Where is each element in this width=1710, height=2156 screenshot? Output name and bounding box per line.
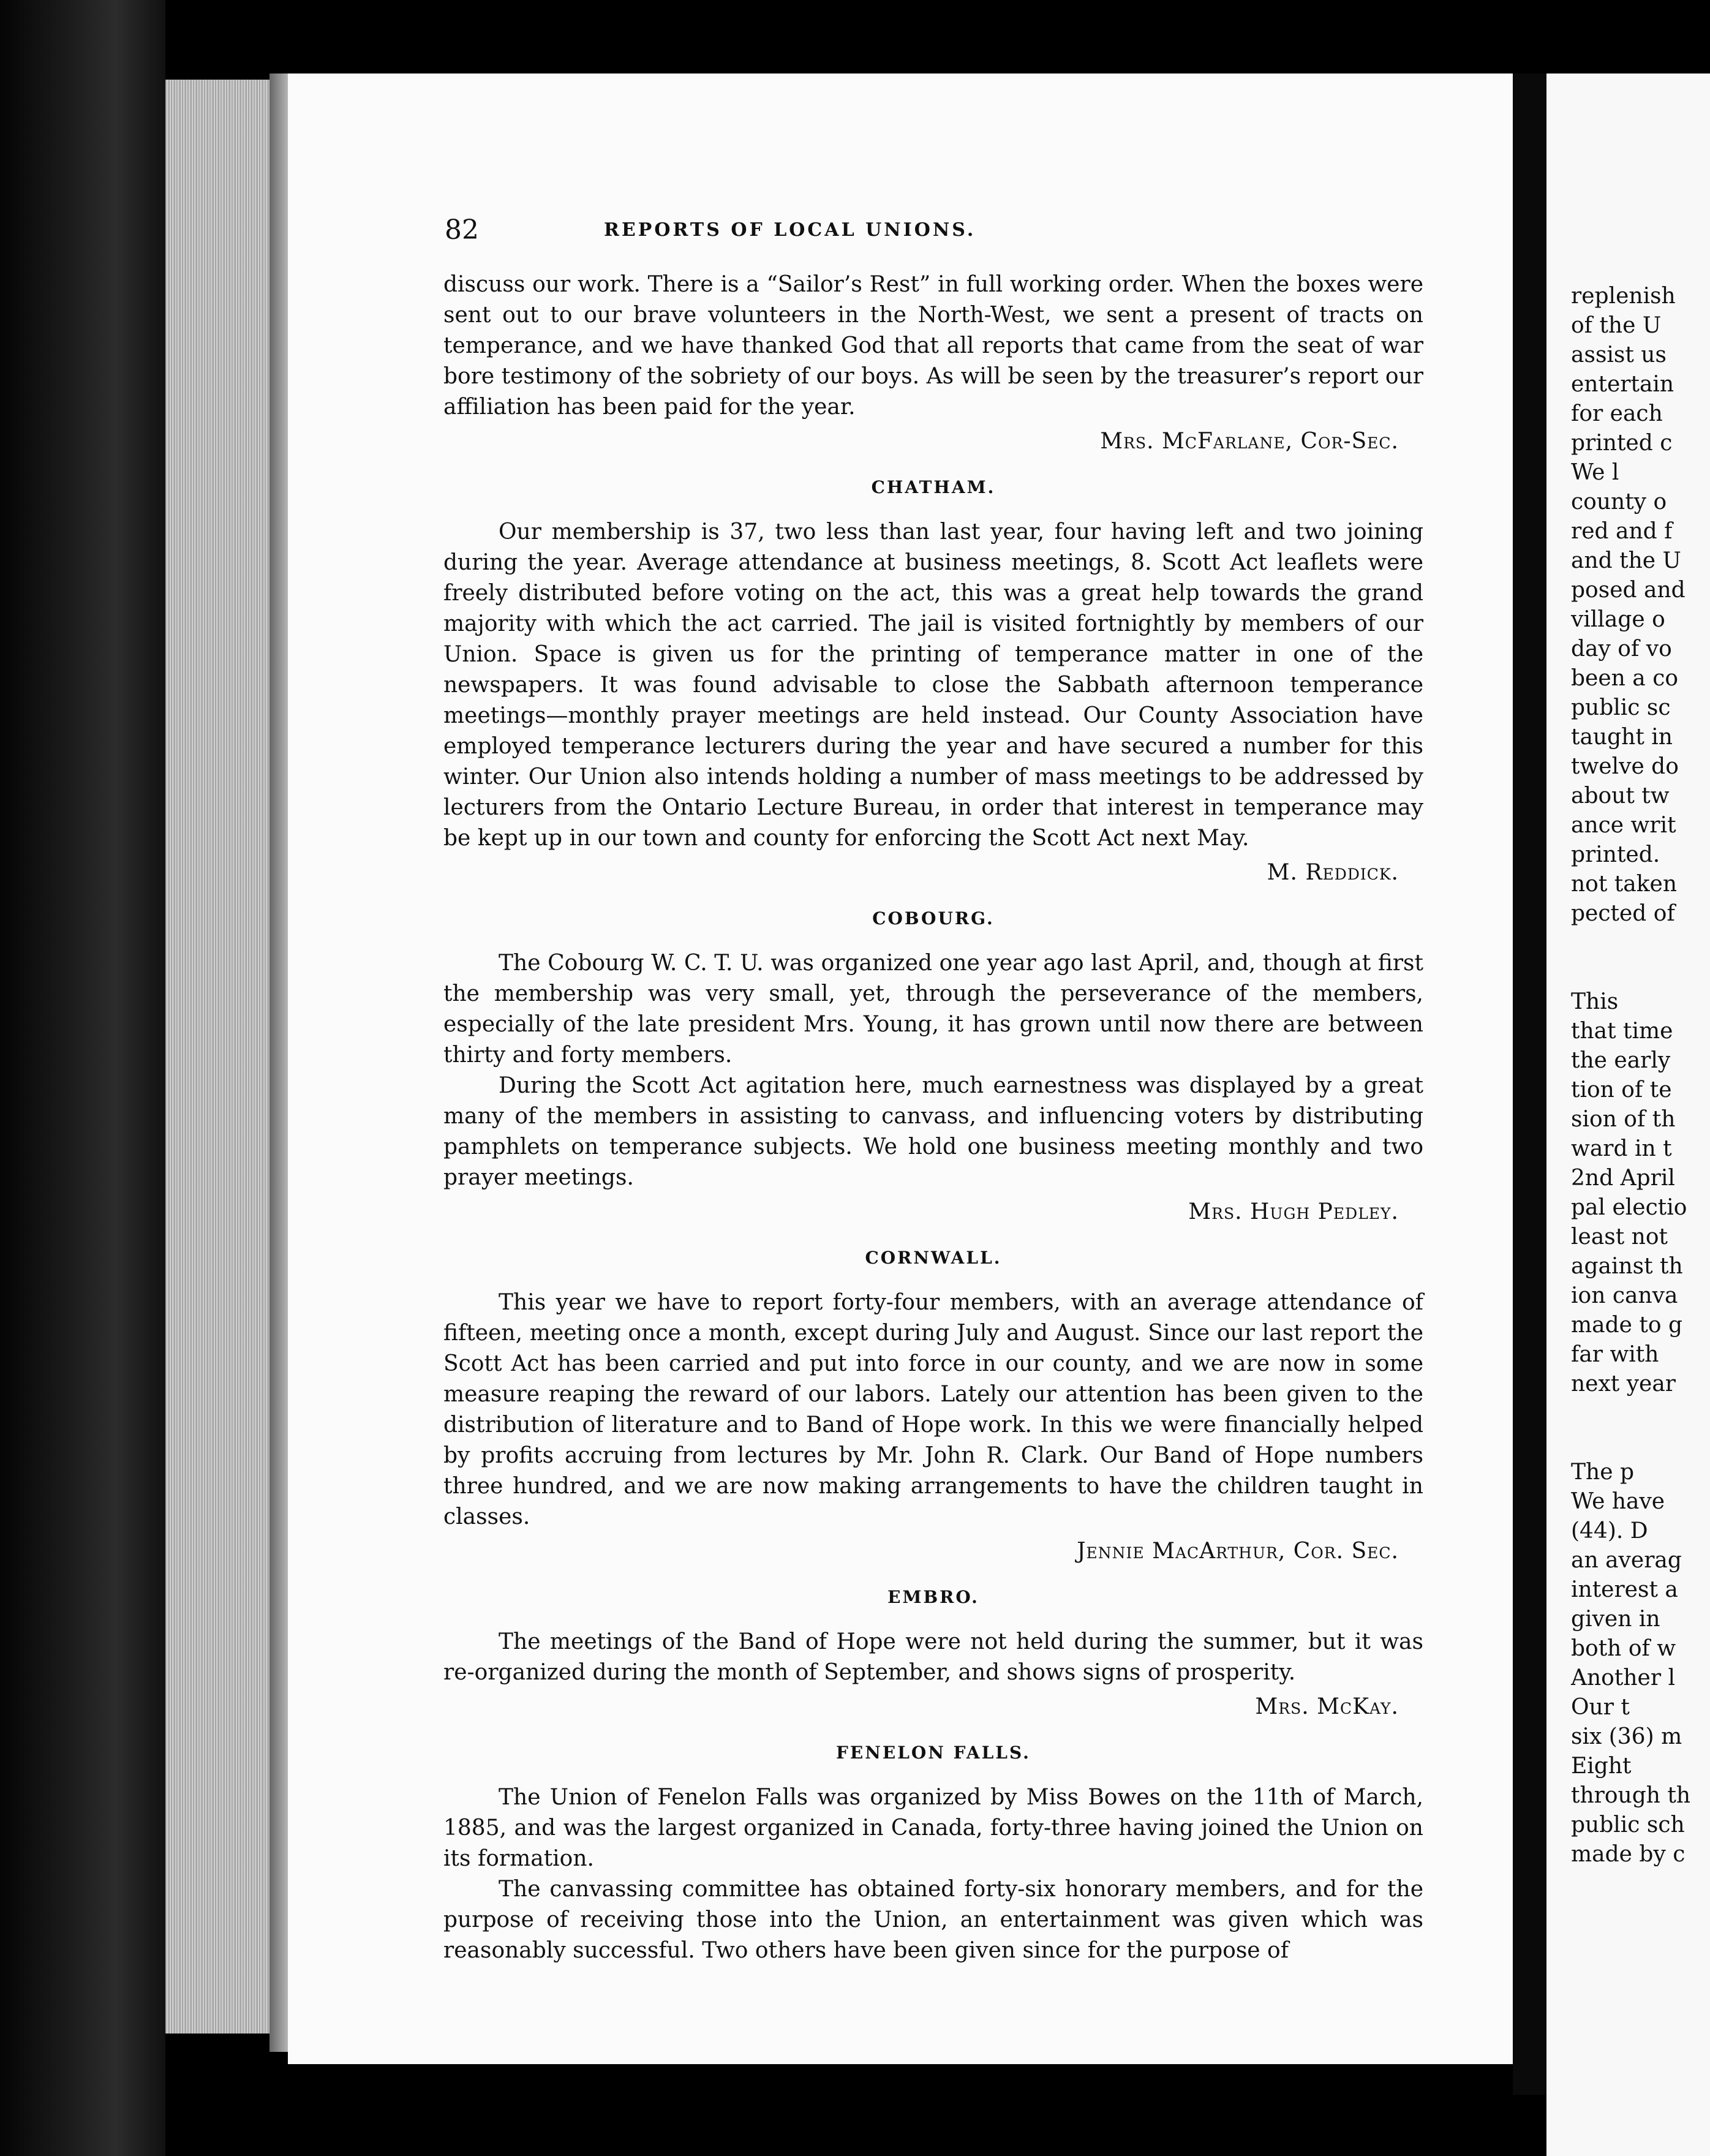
adjacent-page-line: replenish bbox=[1571, 284, 1676, 309]
adjacent-page-line: sion of th bbox=[1571, 1107, 1676, 1132]
adjacent-page-line: entertain bbox=[1571, 372, 1674, 397]
section-heading-chatham: CHATHAM. bbox=[871, 477, 996, 497]
fenelon-falls-paragraph-1: The Union of Fenelon Falls was organized by Miss Bowes on the 11th of March, 1885, and was the largest organized in Canada, forty-three having joined the Union on its formation. bbox=[443, 1785, 1423, 1871]
adjacent-page-line bbox=[1571, 1428, 1690, 1458]
section-heading-embro: EMBRO. bbox=[887, 1587, 979, 1607]
adjacent-page-line: Eight bbox=[1571, 1754, 1632, 1779]
embro-paragraph: The meetings of the Band of Hope were not held during the summer, but it was re-organized during the month of September, and shows signs of prosperity. bbox=[443, 1629, 1423, 1685]
book-binding bbox=[0, 0, 165, 2156]
adjacent-page-line: both of w bbox=[1571, 1636, 1676, 1661]
adjacent-page-line: Our t bbox=[1571, 1695, 1630, 1720]
adjacent-page-line: an averag bbox=[1571, 1548, 1682, 1573]
adjacent-page-line: six (36) m bbox=[1571, 1724, 1682, 1749]
cornwall-signature: Jennie MacArthur, Cor. Sec. bbox=[1077, 1539, 1399, 1564]
adjacent-page-line: public sch bbox=[1571, 1812, 1685, 1838]
adjacent-page-line: printed. bbox=[1571, 842, 1660, 867]
adjacent-page-line: far with bbox=[1571, 1342, 1659, 1367]
adjacent-page-line: of the U bbox=[1571, 313, 1662, 338]
adjacent-page-line: public sc bbox=[1571, 695, 1671, 720]
adjacent-page-line: pected of bbox=[1571, 901, 1675, 926]
book-gutter bbox=[1513, 74, 1546, 2095]
cornwall-paragraph: This year we have to report forty-four members, with an average attendance of fifteen, meeting once a month, except during July and August. Since our last report the Scott Act has been carried and put into force in our county, and we are now in some measure reaping the reward of our labors. Lately our attention has been given to the distribution of literature and to Band of Hope work. In this we were financially helped by profits accruing from lectures by Mr. John R. Clark. Our Band of Hope numbers three hundred, and we are now making arrangements to have the children taught in classes. bbox=[443, 1290, 1423, 1529]
running-head-title: REPORTS OF LOCAL UNIONS. bbox=[604, 219, 976, 241]
adjacent-page-line: ance writ bbox=[1571, 813, 1676, 838]
intro-signature: Mrs. McFarlane, Cor-Sec. bbox=[1100, 429, 1399, 454]
adjacent-page-line: tion of te bbox=[1571, 1077, 1672, 1102]
adjacent-page-line: printed c bbox=[1571, 431, 1673, 456]
chatham-paragraph: Our membership is 37, two less than last year, four having left and two joining during the year. Average attendance at business meetings, 8. Scott Act leaflets were freely distributed before voting on the act, this was a great help towards the grand majority with which the act carried. The jail is visited fortnightly by members of our Union. Space is given us for the printing of temperance matter in one of the newspapers. It was found advisable to close the Sabbath afternoon temperance meetings—monthly prayer meetings are held instead. Our County Association have employed temperance lecturers during the year and have secured a number for this winter. Our Union also intends holding a number of mass meetings to be addressed by lecturers from the Ontario Lecture Bureau, in order that interest in temperance may be kept up in our town and county for enforcing the Scott Act next May. bbox=[443, 519, 1423, 851]
adjacent-page-line: that time bbox=[1571, 1019, 1673, 1044]
adjacent-page-line: ward in t bbox=[1571, 1136, 1672, 1161]
adjacent-page-line: red and f bbox=[1571, 519, 1673, 544]
cobourg-signature: Mrs. Hugh Pedley. bbox=[1188, 1199, 1399, 1224]
adjacent-page-line: day of vo bbox=[1571, 636, 1672, 662]
adjacent-page-line: village o bbox=[1571, 607, 1665, 632]
adjacent-page-line: through th bbox=[1571, 1783, 1691, 1808]
adjacent-page-text bbox=[1571, 282, 1690, 1869]
adjacent-page-line: The p bbox=[1571, 1460, 1634, 1485]
adjacent-page-line: county o bbox=[1571, 489, 1667, 514]
adjacent-page-line: We have bbox=[1571, 1489, 1665, 1514]
adjacent-page-line: assist us bbox=[1571, 342, 1667, 368]
section-heading-cobourg: COBOURG. bbox=[872, 908, 995, 929]
chatham-signature: M. Reddick. bbox=[1267, 860, 1399, 885]
adjacent-page-line: about tw bbox=[1571, 783, 1670, 809]
adjacent-page-line: interest a bbox=[1571, 1577, 1678, 1602]
adjacent-page-line: given in bbox=[1571, 1607, 1660, 1632]
intro-paragraph: discuss our work. There is a “Sailor’s Rest” in full working order. When the boxes were sent out to our brave volunteers in the North-West, we sent a present of tracts on temperance, and we have thanked God that all reports that came from the seat of war bore testimony of the sobriety of our boys. As will be seen by the treasurer’s report our affiliation has been paid for the year. bbox=[443, 272, 1423, 420]
adjacent-page-line: and the U bbox=[1571, 548, 1681, 573]
adjacent-page-line: ion canva bbox=[1571, 1283, 1678, 1308]
adjacent-page-line: posed and bbox=[1571, 578, 1686, 603]
adjacent-page-line: least not bbox=[1571, 1224, 1668, 1250]
adjacent-page-line: taught in bbox=[1571, 725, 1673, 750]
adjacent-page-line: 2nd April bbox=[1571, 1166, 1675, 1191]
adjacent-page-line bbox=[1571, 958, 1690, 987]
embro-signature: Mrs. McKay. bbox=[1255, 1694, 1399, 1719]
page-content bbox=[443, 270, 1423, 1966]
page-number: 82 bbox=[445, 214, 479, 246]
adjacent-page-line bbox=[1571, 1399, 1690, 1428]
fenelon-falls-paragraph-2: The canvassing committee has obtained forty-six honorary members, and for the purpose of receiving those into the Union, an entertainment was given which was reasonably successful. Two others have been given since for the purpose of bbox=[443, 1877, 1423, 1963]
book-page bbox=[288, 74, 1513, 2064]
cobourg-paragraph-2: During the Scott Act agitation here, much earnestness was displayed by a great many of the members in assisting to canvass, and influencing voters by distributing pamphlets on temperance subjects. We hold one business meeting monthly and two prayer meetings. bbox=[443, 1073, 1423, 1190]
adjacent-page-line: We l bbox=[1571, 460, 1619, 485]
adjacent-page-line: Another l bbox=[1571, 1665, 1675, 1691]
cobourg-paragraph-1: The Cobourg W. C. T. U. was organized one year ago last April, and, though at first the membership was very small, yet, through the perseverance of the members, especially of the late president Mrs. Young, it has grown until now there are between thirty and forty members. bbox=[443, 951, 1423, 1068]
adjacent-page-line: next year bbox=[1571, 1371, 1676, 1396]
adjacent-page-line bbox=[1571, 929, 1690, 958]
adjacent-page-line: made to g bbox=[1571, 1313, 1683, 1338]
adjacent-page-line: twelve do bbox=[1571, 754, 1679, 779]
adjacent-page-line: the early bbox=[1571, 1048, 1671, 1073]
adjacent-page-line: pal electio bbox=[1571, 1195, 1687, 1220]
adjacent-page-line: This bbox=[1571, 989, 1619, 1014]
adjacent-page-line: for each bbox=[1571, 401, 1663, 426]
adjacent-page-line: been a co bbox=[1571, 666, 1679, 691]
running-head bbox=[445, 214, 1418, 251]
adjacent-page-line: (44). D bbox=[1571, 1518, 1648, 1544]
section-heading-fenelon-falls: FENELON FALLS. bbox=[836, 1743, 1031, 1763]
adjacent-page-line: against th bbox=[1571, 1254, 1683, 1279]
adjacent-page bbox=[1546, 74, 1710, 2156]
section-heading-cornwall: CORNWALL. bbox=[865, 1248, 1002, 1268]
adjacent-page-line: made by c bbox=[1571, 1842, 1686, 1867]
adjacent-page-line: not taken bbox=[1571, 872, 1678, 897]
